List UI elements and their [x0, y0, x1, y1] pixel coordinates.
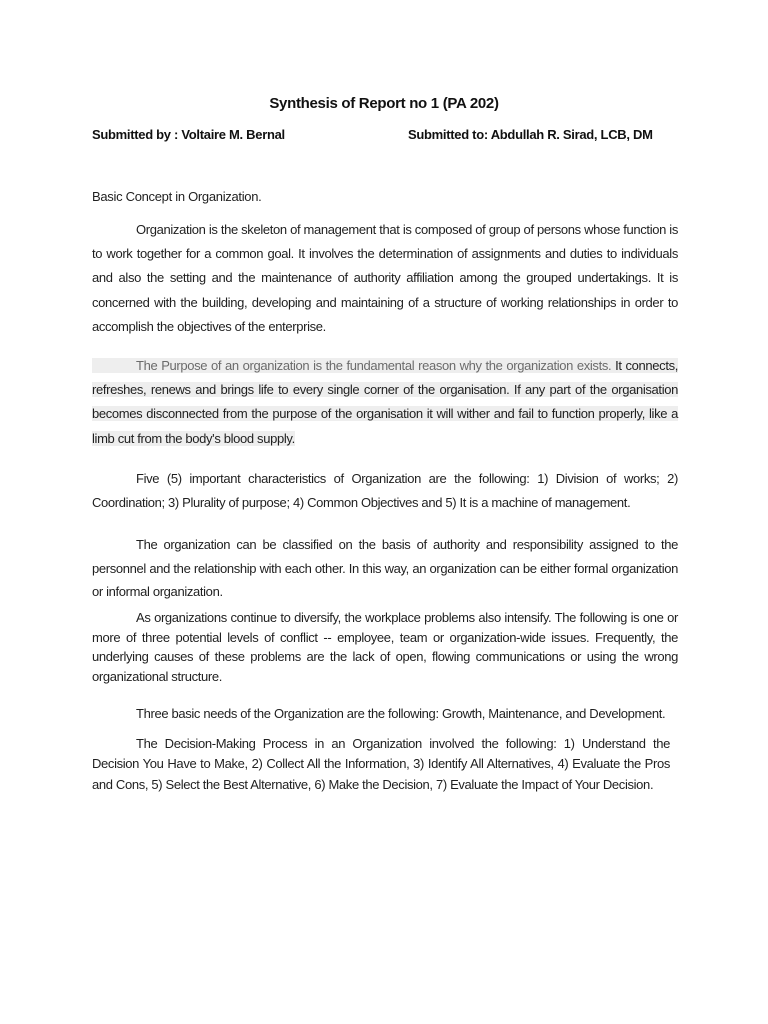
paragraph-text: It connects, refreshes, renews and brings life to every single corner of the organisation. If any part of the organisation becomes disconnected from the purpose of the organisation it will wither and fail to function properly, like a limb cut from the body's blood supply.: [92, 358, 678, 446]
paragraph-text: The organization can be classified on the basis of authority and responsibility assigned to the personnel and the relationship with each other. In this way, an organization can be either formal organization or informal organization.: [92, 537, 678, 599]
paragraph-text: The Decision-Making Process in an Organization involved the following: 1) Understand the Decision You Have to Make, 2) Collect All the Information, 3) Identify All Alternatives, 4) Evaluate the Pros and Cons, 5) Select the Best Alternative, 6) Make the Decision, 7) Evaluate the Impact of Your Decision.: [92, 736, 670, 792]
paragraph-text: Five (5) important characteristics of Organization are the following: 1) Division of works; 2) Coordination; 3) Plurality of purpose; 4) Common Objectives and 5) It is a machine of management.: [92, 471, 678, 511]
paragraph-characteristics: [92, 467, 678, 515]
paragraph-text: Three basic needs of the Organization are the following: Growth, Maintenance, and Development.: [136, 706, 666, 721]
paragraph-organization-definition: [92, 218, 678, 339]
paragraph-conflict: [92, 608, 678, 686]
paragraph-basic-needs: [92, 704, 678, 724]
submitted-to: Submitted to: Abdullah R. Sirad, LCB, DM: [408, 127, 653, 142]
section-heading: Basic Concept in Organization.: [92, 189, 262, 204]
paragraph-text-highlighted: The Purpose of an organization is the fundamental reason why the organization exists.: [136, 358, 612, 373]
document-title: Synthesis of Report no 1 (PA 202): [269, 95, 499, 112]
paragraph-decision-making: [92, 734, 670, 795]
submitted-by: Submitted by : Voltaire M. Bernal: [92, 127, 285, 142]
paragraph-text: Organization is the skeleton of management that is composed of group of persons whose function is to work together for a common goal. It involves the determination of assignments and duties to individuals and also the setting and the maintenance of authority affiliation among the grouped undertakings. It is concerned with the building, developing and maintaining of a structure of working relationships in order to accomplish the objectives of the enterprise.: [92, 222, 678, 334]
paragraph-purpose: [92, 354, 678, 451]
paragraph-text: As organizations continue to diversify, the workplace problems also intensify. The following is one or more of three potential levels of conflict -- employee, team or organization-wide issues. Frequently, the underlying causes of these problems are the lack of open, flowing communications or using the wrong organizational structure.: [92, 610, 678, 684]
paragraph-classification: [92, 533, 678, 604]
